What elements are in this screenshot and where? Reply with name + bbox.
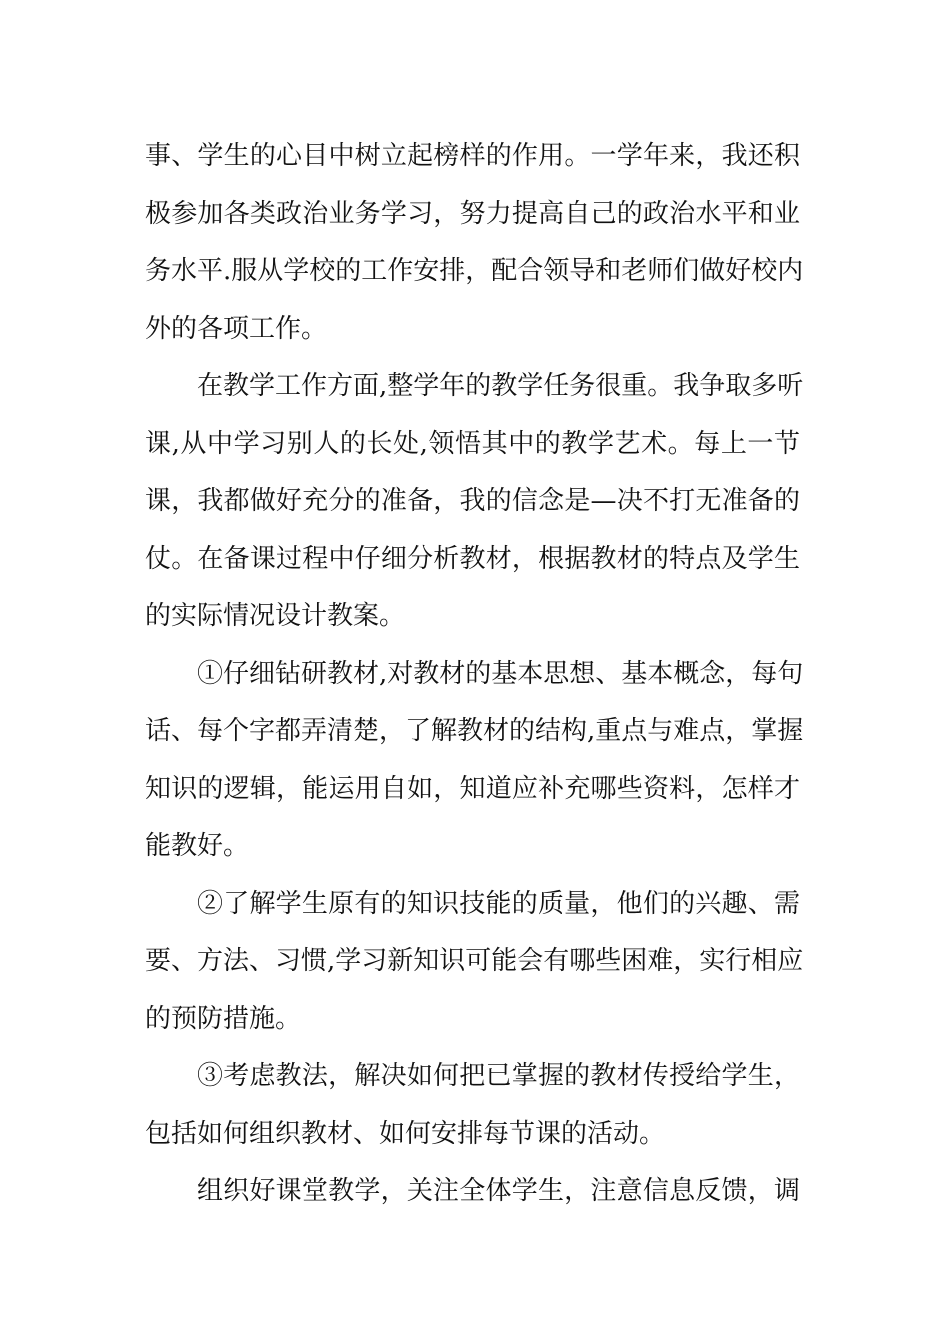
text-line: 包括如何组织教材、如何安排每节课的活动。: [145, 1118, 666, 1149]
text-line: 在教学工作方面,整学年的教学任务很重。我争取多听: [197, 371, 804, 401]
text-line: ①仔细钻研教材,对教材的基本思想、基本概念，每句: [197, 658, 804, 689]
text-line: 仗。在备课过程中仔细分析教材，根据教材的特点及学生: [145, 543, 800, 574]
paragraph-4: [145, 876, 804, 1049]
text-line: 要、方法、习惯,学习新知识可能会有哪些困难，实行相应: [145, 946, 804, 976]
document-body: [145, 128, 804, 1221]
paragraph-3: [145, 646, 804, 876]
text-line: 课,从中学习别人的长处,领悟其中的教学艺术。每上一节: [145, 428, 800, 459]
text-line: 组织好课堂教学，关注全体学生，注意信息反馈，调: [197, 1176, 800, 1206]
text-line: 事、学生的心目中树立起榜样的作用。一学年来，我还积: [145, 141, 800, 171]
text-line: 务水平.服从学校的工作安排，配合领导和老师们做好校内: [145, 256, 804, 286]
text-line: ③考虑教法，解决如何把已掌握的教材传授给学生，: [197, 1061, 800, 1091]
paragraph-6: [145, 1163, 800, 1221]
text-line: ②了解学生原有的知识技能的质量，他们的兴趣、需: [197, 888, 800, 919]
text-line: 的实际情况设计教案。: [145, 601, 406, 631]
paragraph-5: [145, 1048, 800, 1163]
text-line: 课，我都做好充分的准备，我的信念是—决不打无准备的: [145, 486, 800, 516]
text-line: 极参加各类政治业务学习，努力提高自己的政治水平和业: [145, 198, 800, 229]
text-line: 外的各项工作。: [145, 313, 328, 344]
text-line: 话、每个字都弄清楚，了解教材的结构,重点与难点，掌握: [145, 716, 804, 746]
text-line: 能教好。: [145, 831, 250, 861]
paragraph-1: [145, 128, 804, 358]
text-line: 知识的逻辑，能运用自如，知道应补充哪些资料，怎样才: [145, 773, 800, 804]
text-line: 的预防措施。: [145, 1003, 302, 1034]
paragraph-2: [145, 358, 804, 646]
